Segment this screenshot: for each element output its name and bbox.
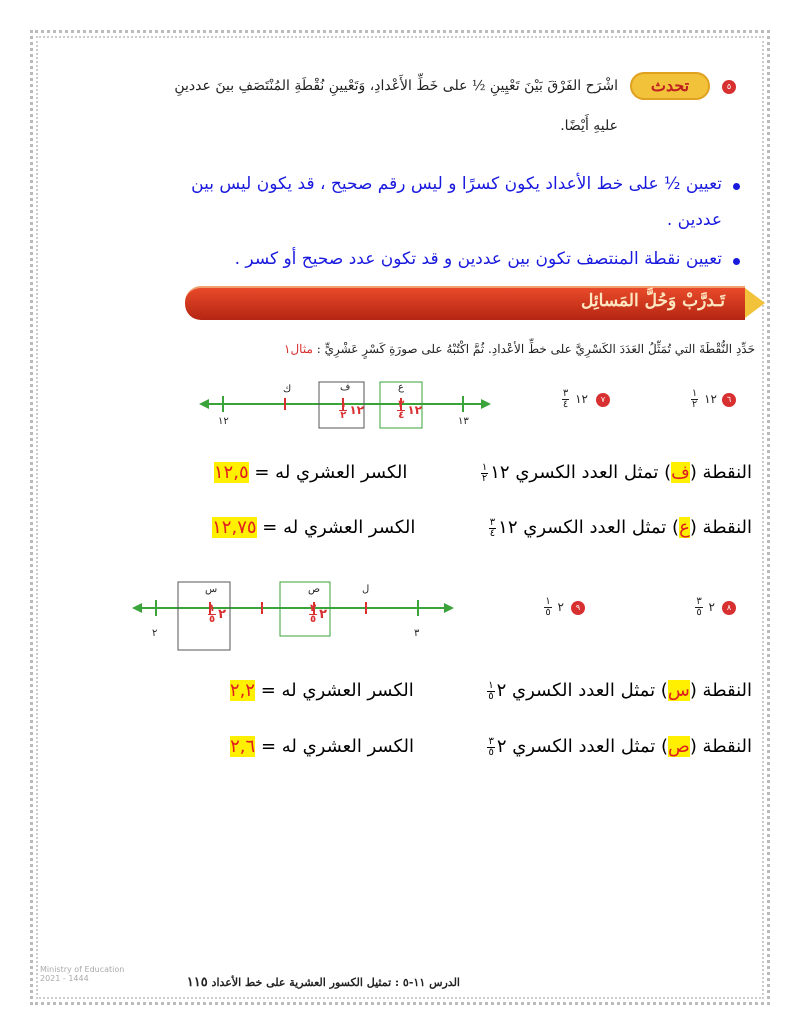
- section-banner-title: تَـدرَّبْ وَحُلَّ المَسائِل: [581, 291, 725, 311]
- bullet-2: [733, 258, 740, 265]
- footer-title: تمثيل الكسور العشرية على خط الأعداد: [211, 976, 392, 989]
- point-label: ص: [668, 736, 690, 757]
- answer-bullet-1-line-2: عددين .: [666, 210, 722, 230]
- nl2-box-s-value: ٢ $\frac{١}{٥}$: [208, 603, 226, 625]
- nl1-label-e: ع: [398, 382, 404, 393]
- problem-9: ٢ $\frac{١}{٥}$: [545, 596, 564, 618]
- footer: [60, 975, 460, 990]
- result-1-2: النقطة (ع) تمثل العدد الكسري ١٢ $\frac{٣}{٤}$ الكسر العشري له = ١٢,٧٥: [212, 516, 752, 539]
- problem-number-6: ٦: [722, 393, 736, 407]
- talk-badge: تحدث: [630, 72, 710, 100]
- banner-arrow: [745, 288, 765, 318]
- decimal-value: ٢,٢: [229, 680, 255, 701]
- point-label: ف: [671, 462, 690, 483]
- decimal-value: ٢,٦: [230, 736, 256, 757]
- answer-bullet-2: تعيين نقطة المنتصف تكون بين عددين و قد تكون عدد صحيح أو كسر .: [234, 249, 722, 269]
- problem-7: ١٢ $\frac{٣}{٤}$: [562, 388, 588, 410]
- nl2-label-s: س: [205, 584, 218, 595]
- problem-number-7: ٧: [596, 393, 610, 407]
- answer-bullet-1-line-1: تعيين ½ على خط الأعداد يكون كسرًا و ليس رقم صحيح ، قد يكون ليس بين: [191, 174, 722, 194]
- instruction: [35, 342, 755, 356]
- nl2-label-l: ل: [362, 584, 370, 595]
- point-label: ع: [679, 517, 690, 538]
- problem-number-8: ٨: [722, 601, 736, 615]
- nl2-left-label: ٢: [152, 628, 158, 639]
- nl1-label-k: ك: [283, 384, 292, 395]
- result-1-1: النقطة (ف) تمثل العدد الكسري ١٢ $\frac{١}{٢}$ الكسر العشري له = ١٢,٥: [213, 461, 752, 484]
- problem-6: ١٢ $\frac{١}{٢}$: [691, 388, 717, 410]
- bullet-1: [733, 183, 740, 190]
- nl1-label-f: ف: [340, 382, 351, 393]
- decimal-value: ١٢,٧٥: [212, 517, 257, 538]
- result-2-1: النقطة (س) تمثل العدد الكسري ٢ $\frac{١}{٥}$ الكسر العشري له = ٢,٢: [229, 679, 752, 702]
- decimal-value: ١٢,٥: [213, 462, 249, 483]
- result-2-2: النقطة (ص) تمثل العدد الكسري ٢ $\frac{٣}{٥}$ الكسر العشري له = ٢,٦: [230, 735, 752, 758]
- problem-8: ٢ $\frac{٣}{٥}$: [696, 596, 715, 618]
- challenge-line-2: عليهِ أَيْضًا.: [560, 118, 618, 134]
- footer-lesson: الدرس ١١-٥ :: [395, 976, 460, 989]
- nl1-box-f-value: ١٢ $\frac{١}{٢}$: [340, 399, 364, 421]
- problem-number-9: ٩: [571, 601, 585, 615]
- nl1-right-label: ١٣: [458, 416, 469, 427]
- nl2-label-sad: ص: [308, 584, 321, 595]
- nl2-box-sad-value: ٢ $\frac{٣}{٥}$: [309, 603, 327, 625]
- nl1-left-label: ١٢: [218, 416, 229, 427]
- point-label: س: [667, 680, 690, 701]
- section-banner: [185, 286, 745, 320]
- example-ref: مثال١: [284, 342, 313, 356]
- footer-watermark: Ministry of Education 2021 - 1444: [40, 965, 125, 983]
- page-number: ١١٥: [186, 975, 208, 990]
- nl1-box-e-value: ١٢ $\frac{٣}{٤}$: [398, 399, 422, 421]
- nl2-right-label: ٣: [414, 628, 420, 639]
- instruction-text: حَدِّدِ النُّقْطَةَ التي تُمَثِّلُ العَدَدَ الكَسْرِيَّ على خطِّ الأعْدادِ. ثُمَّ اكْتُبْهُ على صورَةِ كَسْرٍ عَشْرِيٍّ :: [316, 342, 755, 356]
- challenge-line-1: اشْرَح الفَرْقَ بَيْنَ تَعْيِينِ ½ على خَطِّ الأَعْدادِ، وَتَعْيينِ نُقْطَةِ المُنْتَصَفِ بينَ عددينِ: [174, 78, 618, 94]
- problem-number-5: ٥: [722, 80, 736, 94]
